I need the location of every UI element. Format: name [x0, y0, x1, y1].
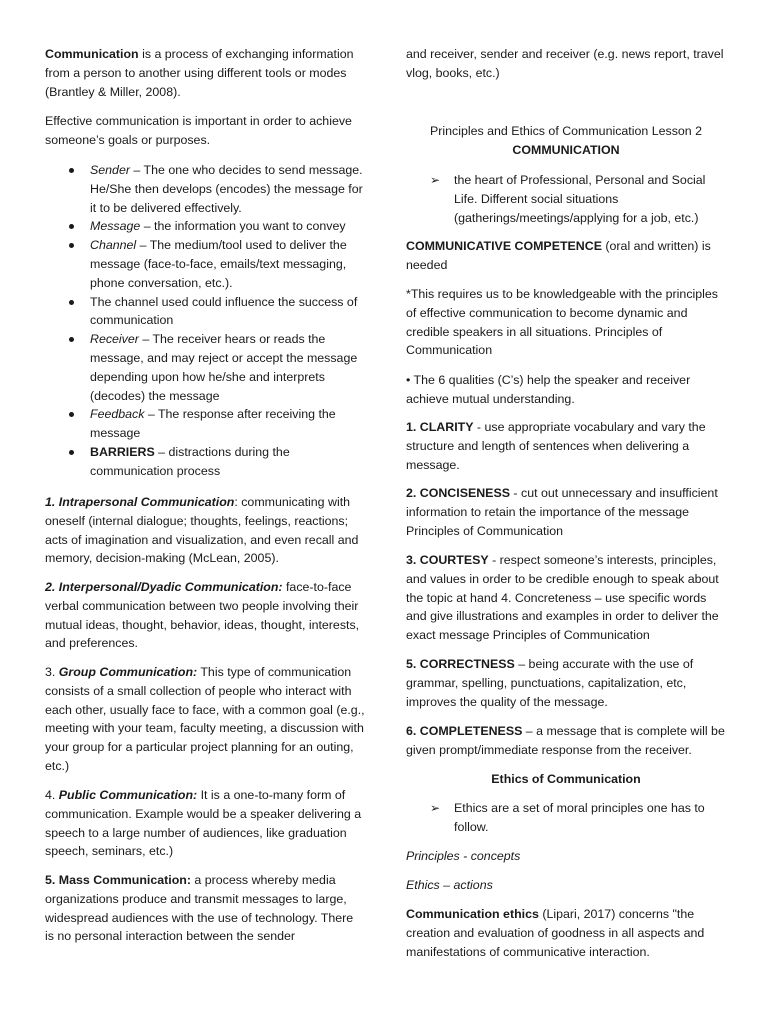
requires-paragraph: *This requires us to be knowledgeable with the principles of effective communication to become dynamic and credible speakers in all situations. Principles of Communication	[406, 287, 719, 358]
list-item	[45, 443, 365, 481]
type-paragraph-5	[45, 871, 365, 946]
type-term: Group Communication:	[58, 665, 198, 679]
continuation-paragraph: and receiver, sender and receiver (e.g. news report, travel vlog, books, etc.)	[406, 47, 724, 80]
competence-paragraph	[406, 237, 726, 275]
term: Channel	[90, 238, 137, 253]
text: the heart of Professional, Personal and Social Life. Different social situations (gatherings/meetings/applying for a job, etc.)	[454, 173, 706, 225]
term: Feedback	[90, 407, 145, 422]
text: The channel used could influence the success of communication	[90, 294, 358, 328]
text: Ethics are a set of moral principles one has to follow.	[454, 801, 705, 834]
term: BARRIERS	[90, 444, 155, 459]
qualities-paragraph: • The 6 qualities (C’s) help the speaker and receiver achieve mutual understanding.	[406, 373, 691, 406]
text: (Lipari, 2017) concerns "the creation and evaluation of goodness in all aspects and manifestations of communicative interaction.	[406, 907, 705, 959]
list-item	[45, 217, 365, 236]
clarity-paragraph	[406, 418, 726, 474]
communication-ethics-paragraph	[406, 905, 726, 961]
type-term: 2. Interpersonal/Dyadic Communication:	[45, 580, 283, 594]
list-item	[45, 405, 365, 443]
correctness-paragraph	[406, 655, 726, 711]
term: Message	[90, 219, 141, 234]
lesson-title: Principles and Ethics of Communication Lesson 2	[429, 124, 703, 138]
list-item	[45, 236, 365, 292]
term: 2. CONCISENESS	[406, 486, 510, 500]
text: is a process of exchanging information from a person to another using different tools or modes (Brantley & Miller, 2008).	[45, 47, 354, 99]
term: Communication	[45, 47, 139, 61]
text: – distractions during the communication process	[90, 444, 290, 478]
type-paragraph-4	[45, 786, 365, 861]
type-paragraph-3	[45, 663, 365, 776]
list-item	[45, 161, 365, 217]
completeness-paragraph	[406, 722, 726, 760]
arrow-bullet-icon: ➢	[430, 801, 441, 815]
num: 3.	[45, 665, 59, 679]
principles-line: Principles - concepts	[406, 849, 521, 863]
term: Communication ethics	[406, 907, 539, 921]
text: – a message that is complete will be given prompt/immediate response from the receiver.	[406, 724, 725, 757]
intro-paragraph	[45, 45, 365, 101]
arrow-list-item	[406, 799, 726, 837]
courtesy-paragraph	[406, 551, 726, 645]
num: 4.	[45, 788, 59, 802]
text: - cut out unnecessary and insufficient information to retain the importance of the message Principles of Communication	[406, 486, 718, 538]
text: a process whereby media organizations produce and transmit messages to large, widespread audiences with the use of technology. There is no personal interaction between the sender	[45, 873, 354, 944]
arrow-bullet-icon: ➢	[430, 173, 441, 187]
conciseness-paragraph	[406, 484, 726, 540]
term: 6. COMPLETENESS	[406, 724, 523, 738]
text: – The one who decides to send message. He/She then develops (encodes) the message for it to be delivered effectively.	[90, 163, 363, 215]
ethics-line: Ethics – actions	[406, 878, 493, 892]
type-paragraph-1	[45, 493, 365, 568]
term: Sender	[90, 163, 130, 177]
text: face-to-face verbal communication between two people involving their mutual ideas, thought, behavior, ideas, thought, interests, and preferences.	[45, 580, 360, 651]
type-term: 5. Mass Communication:	[45, 873, 191, 887]
text: – The medium/tool used to deliver the message (face-to-face, emails/text messaging, phone conversation, etc.).	[90, 238, 347, 290]
text: – The receiver hears or reads the message, and may reject or accept the message depending upon how he/she and interprets (decodes) the message	[90, 332, 358, 403]
text: (oral and written) is needed	[406, 239, 711, 272]
text: – The response after receiving the message	[90, 407, 336, 441]
term: 3. COURTESY	[406, 553, 489, 567]
text: - respect someone’s interests, principles, and values in order to be credible enough to speak about the topic at hand 4. Concreteness – use specific words and give illustrations and examples in order to deliver the exact message Principles of Communication	[406, 553, 719, 643]
effective-paragraph: Effective communication is important in order to achieve someone’s goals or purposes.	[45, 114, 352, 147]
type-term: 1. Intrapersonal Communication	[45, 495, 235, 509]
term: Receiver	[90, 332, 139, 347]
text: This type of communication consists of a small collection of people who interact with each other, usually face to face, with a common goal (e.g., meeting with your team, faculty meeting, a discussion with your group for a particular project planning for an outing, etc.)	[45, 665, 365, 773]
term: 1. CLARITY	[406, 420, 474, 434]
term: COMMUNICATIVE COMPETENCE	[406, 239, 602, 253]
list-item	[45, 330, 365, 405]
elements-list	[45, 161, 365, 481]
text: : communicating with oneself (internal dialogue; thoughts, feelings, reactions; acts of imagination and visualization, and even recall and memory, decision-making (McLean, 2005).	[45, 495, 359, 566]
lesson-heading: COMMUNICATION	[512, 143, 620, 157]
list-item	[45, 293, 365, 331]
text: It is a one-to-many form of communication. Example would be a speaker delivering a speech to a large number of audiences, like graduation speech, seminars, etc.)	[45, 788, 362, 859]
arrow-list-item	[406, 171, 726, 227]
text: – the information you want to convey	[140, 219, 346, 234]
term: 5. CORRECTNESS	[406, 657, 515, 671]
type-paragraph-2	[45, 578, 365, 653]
ethics-heading: Ethics of Communication	[491, 772, 641, 786]
text: - use appropriate vocabulary and vary the structure and length of sentences when delivering a message.	[406, 420, 706, 472]
type-term: Public Communication:	[58, 788, 198, 802]
text: – being accurate with the use of grammar, spelling, punctuations, capitalization, etc, improves the quality of the message.	[406, 657, 694, 709]
